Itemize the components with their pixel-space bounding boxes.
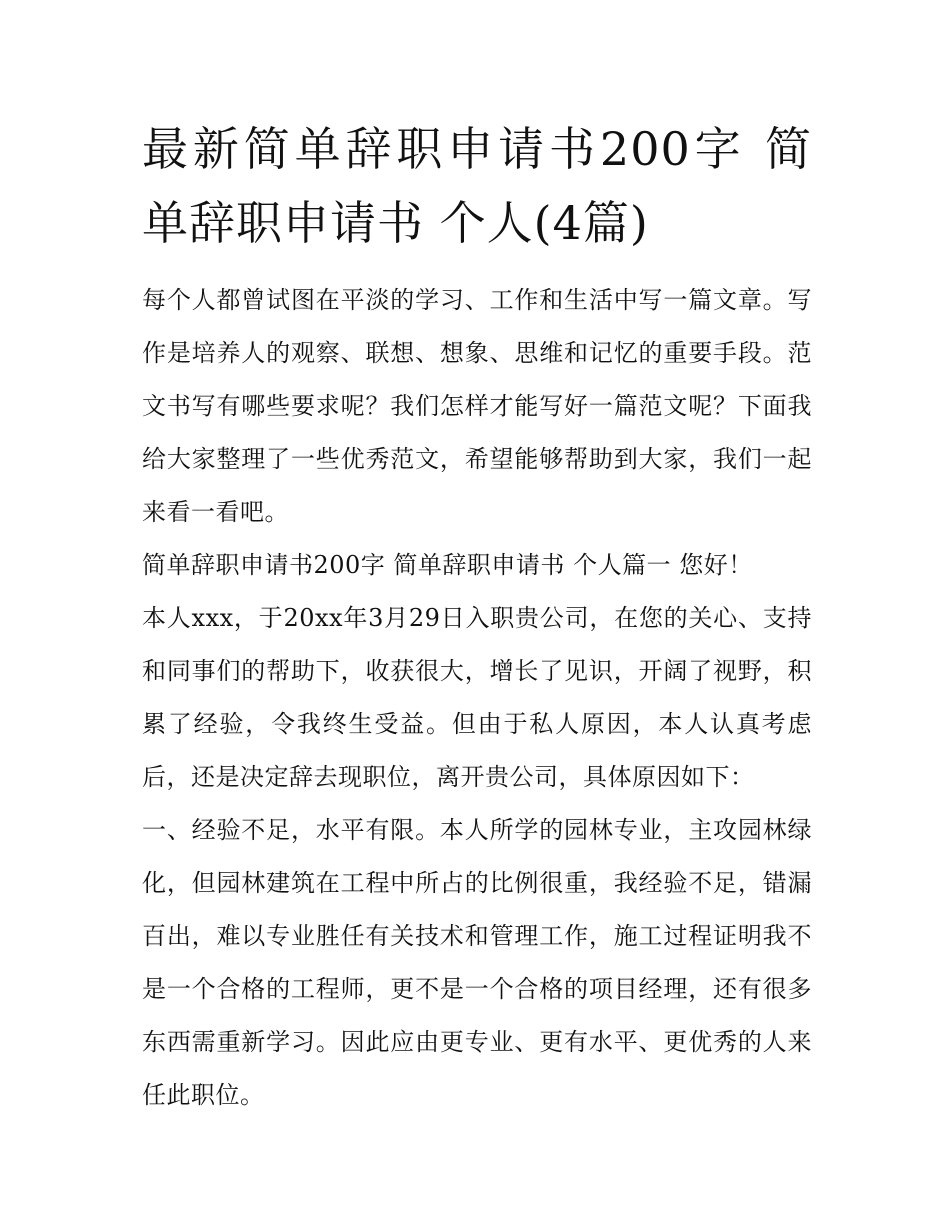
document-title: 最新简单辞职申请书200字 简单辞职申请书 个人(4篇) bbox=[142, 122, 812, 250]
document-body bbox=[142, 274, 812, 1122]
section-heading-paragraph: 简单辞职申请书200字 简单辞职申请书 个人篇一 您好！ bbox=[142, 551, 753, 579]
reason-one-paragraph: 一、经验不足，水平有限。本人所学的园林专业，主攻园林绿化，但园林建筑在工程中所占的比例很重，我经验不足，错漏百出，难以专业胜任有关技术和管理工作，施工过程证明我不是一个合格的工程师，更不是一个合格的项目经理，还有很多东西需重新学习。因此应由更专业、更有水平、更优秀的人来任此职位。 bbox=[142, 816, 812, 1109]
intro-paragraph: 每个人都曾试图在平淡的学习、工作和生活中写一篇文章。写作是培养人的观察、联想、想象、思维和记忆的重要手段。范文书写有哪些要求呢？我们怎样才能写好一篇范文呢？下面我给大家整理了一些优秀范文，希望能够帮助到大家，我们一起来看一看吧。 bbox=[142, 286, 812, 526]
letter-paragraph: 本人xxx，于20xx年3月29日入职贵公司，在您的关心、支持和同事们的帮助下，收获很大，增长了见识，开阔了视野，积累了经验，令我终生受益。但由于私人原因，本人认真考虑后，还是决定辞去现职位，离开贵公司，具体原因如下： bbox=[142, 604, 812, 791]
document-content bbox=[142, 112, 812, 1122]
